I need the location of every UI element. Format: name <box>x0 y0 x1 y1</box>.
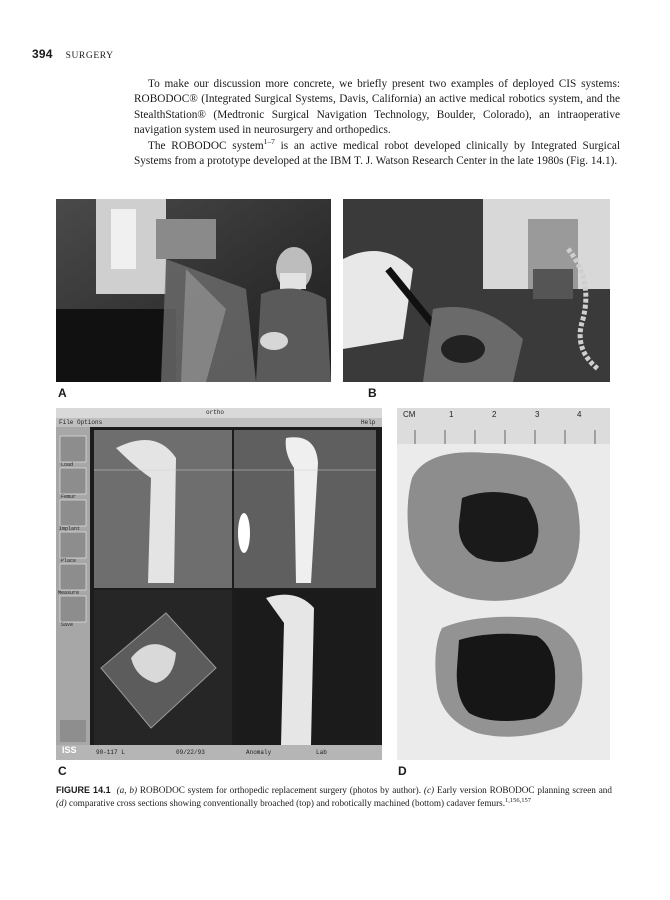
screen-c-text <box>56 408 382 760</box>
photo-b-surgical-tool <box>343 199 610 382</box>
caption-text-1: ROBODOC system for orthopedic replacement surgery (photos by author). <box>137 785 424 795</box>
ruler-mark-1: 1 <box>449 410 454 419</box>
figure-label: FIGURE 14.1 <box>56 785 111 795</box>
figure-caption <box>56 784 612 810</box>
iss-logo: ISS <box>62 745 77 755</box>
caption-c: (c) <box>423 785 435 795</box>
ruler-mark-4: 4 <box>577 410 582 419</box>
paragraph-2 <box>134 136 620 170</box>
ruler-mark-3: 3 <box>535 410 540 419</box>
page-header <box>32 47 114 61</box>
caption-d: (d) <box>56 798 67 808</box>
running-title: SURGERY <box>65 51 114 61</box>
panel-label-c: C <box>58 764 67 778</box>
status-field-3: Anomaly <box>246 749 272 756</box>
screen-title: ortho <box>206 409 225 416</box>
status-field-1: 90-117 L <box>96 749 125 756</box>
paragraph-2-start: The ROBODOC system <box>148 139 264 152</box>
status-field-2: 09/22/93 <box>176 749 205 756</box>
tool-label-3: Implant <box>59 526 81 532</box>
caption-refs: 1,156,157 <box>505 796 532 804</box>
panel-label-a: A <box>58 386 67 400</box>
photo-d-cross-sections <box>397 408 610 760</box>
ruler-labels <box>397 410 610 424</box>
ruler-unit: CM <box>403 410 416 419</box>
page-number: 394 <box>32 47 53 61</box>
citation-superscript: 1–7 <box>263 136 275 146</box>
body-text <box>134 77 620 169</box>
paragraph-2-end: is an active medical robot developed clinically by Integrated Surgical Systems from a prototype developed at the IBM T. J. Watson Research Center in the late 1980s (Fig. 14.1). <box>134 139 620 168</box>
photo-a-robot-surgeon <box>56 199 331 382</box>
screen-menu-left: File Options <box>59 419 103 426</box>
tool-label-5: Measure <box>58 590 80 596</box>
tool-label-4: Place <box>61 558 77 564</box>
status-field-4: Lab <box>316 749 327 756</box>
tool-label-2: Femur <box>61 494 77 500</box>
tool-label-1: Load <box>61 462 74 468</box>
caption-text-2: Early version ROBODOC planning screen and <box>434 785 612 795</box>
panel-label-b: B <box>368 386 377 400</box>
screen-menu-right: Help <box>361 419 376 426</box>
paragraph-1: To make our discussion more concrete, we briefly present two examples of deployed CIS systems: ROBODOC® (Integrated Surgical Systems, Davis, California) an active medical robotics system, and the StealthStation® (Medtronic Surgical Navigation Technology, Boulder, Colorado), an intraoperative navigation system used in neurosurgery and orthopedics. <box>134 78 620 137</box>
caption-text-3: comparative cross sections showing conventionally broached (top) and robotically machined (bottom) cadaver femurs. <box>66 798 506 808</box>
tool-label-6: Save <box>61 622 74 628</box>
panel-label-d: D <box>398 764 407 778</box>
ruler-mark-2: 2 <box>492 410 497 419</box>
caption-ab: (a, b) <box>116 785 138 795</box>
